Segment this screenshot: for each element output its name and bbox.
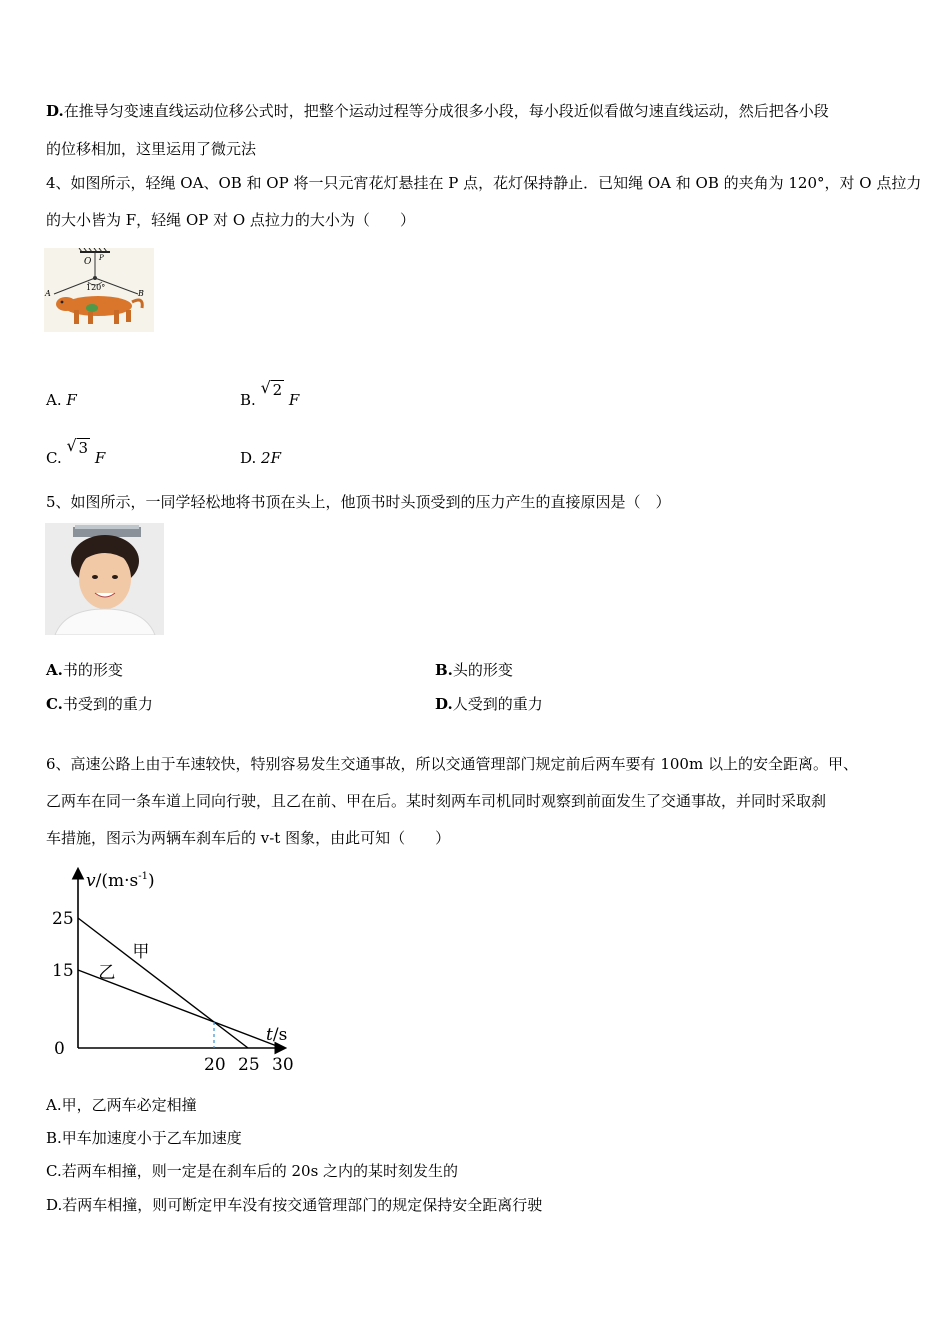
q6-option-c-label: C. xyxy=(46,1162,62,1180)
y-tick-label-0: 25 xyxy=(52,909,74,929)
y-tick-label-1: 15 xyxy=(52,961,74,981)
lantern-figure xyxy=(44,248,154,332)
q6-option-d xyxy=(46,1195,542,1215)
x-tick-label-2: 30 xyxy=(272,1055,294,1075)
q6-stem-line-2: 乙两车在同一条车道上同向行驶，且乙在前、甲在后。某时刻两车司机同时观察到前面发生了交通事故，并同时采取刹 xyxy=(46,792,827,810)
q4-stem-line-2: 的大小皆为 F，轻绳 OP 对 O 点拉力的大小为（ ） xyxy=(46,211,415,229)
q4-option-a-label: A. xyxy=(46,391,62,409)
q5-option-c-label: C. xyxy=(46,695,63,713)
q4-option-b xyxy=(240,378,300,410)
q6-option-b xyxy=(46,1128,242,1148)
fig-label-p: P xyxy=(99,254,104,262)
x-axis-label: t/s xyxy=(266,1025,288,1045)
child-with-book-photo xyxy=(45,523,164,635)
q4-option-d-label: D. xyxy=(240,449,257,467)
sqrt-symbol: √ 3 xyxy=(66,436,89,457)
vt-chart xyxy=(46,864,296,1076)
q4-option-c-value: F xyxy=(94,449,106,467)
fig-label-angle: 120° xyxy=(86,283,106,292)
q4-option-c-root: 3 xyxy=(78,439,89,457)
q4-option-a-value: F xyxy=(66,391,77,409)
q6-option-a-label: A. xyxy=(46,1096,62,1114)
q4-option-a xyxy=(46,390,77,410)
q3-option-d-continued: 的位移相加，这里运用了微元法 xyxy=(46,140,257,158)
x-tick-label-0: 20 xyxy=(204,1055,226,1075)
q5-option-a-label: A. xyxy=(46,661,63,679)
q4-option-c xyxy=(46,436,106,468)
q5-option-c xyxy=(46,694,153,714)
q6-option-b-text: 甲车加速度小于乙车加速度 xyxy=(61,1129,242,1147)
q6-option-c xyxy=(46,1161,458,1181)
q5-option-d xyxy=(435,694,543,714)
fig-label-a: A xyxy=(45,289,51,298)
q6-option-a-text: 甲，乙两车必定相撞 xyxy=(61,1096,197,1114)
q5-option-b xyxy=(435,660,513,680)
q4-option-b-value: F xyxy=(288,391,300,409)
q3-option-d xyxy=(46,101,829,121)
q4-option-d-value: 2F xyxy=(261,449,281,467)
q6-option-c-text: 若两车相撞，则一定是在刹车后的 20s 之内的某时刻发生的 xyxy=(61,1162,459,1180)
q5-option-a-text: 书的形变 xyxy=(62,661,123,679)
q6-option-b-label: B. xyxy=(46,1129,62,1147)
q5-option-c-text: 书受到的重力 xyxy=(62,695,153,713)
q5-stem: 5、如图所示，一同学轻松地将书顶在头上，他顶书时头顶受到的压力产生的直接原因是（ ） xyxy=(46,493,671,511)
x-tick-label-1: 25 xyxy=(238,1055,260,1075)
q4-option-d xyxy=(240,448,281,468)
q6-stem-line-3: 车措施，图示为两辆车刹车后的 v-t 图象，由此可知（ ） xyxy=(46,829,451,847)
q5-option-a xyxy=(46,660,123,680)
sqrt-symbol: √ 2 xyxy=(260,378,283,399)
q4-option-b-label: B. xyxy=(240,391,256,409)
series-label-1: 乙 xyxy=(98,962,116,983)
q6-option-d-text: 若两车相撞，则可断定甲车没有按交通管理部门的规定保持安全距离行驶 xyxy=(62,1196,543,1214)
q5-option-b-text: 头的形变 xyxy=(452,661,513,679)
q4-option-c-label: C. xyxy=(46,449,62,467)
q4-stem-line-1: 4、如图所示，轻绳 OA、OB 和 OP 将一只元宵花灯悬挂在 P 点，花灯保持静止．已知绳 OA 和 OB 的夹角为 120°，对 O 点拉力 xyxy=(46,174,922,192)
fig-label-o: O xyxy=(84,257,92,267)
q3-option-d-label: D. xyxy=(46,102,64,120)
q6-stem-line-1: 6、高速公路上由于车速较快，特别容易发生交通事故，所以交通管理部门规定前后两车要有 100m 以上的安全距离。甲、 xyxy=(46,755,858,773)
origin-label: 0 xyxy=(54,1039,65,1059)
fig-label-b: B xyxy=(138,289,144,298)
q6-option-d-label: D. xyxy=(46,1196,63,1214)
series-label-0: 甲 xyxy=(132,942,150,962)
y-axis-label: $v/(m\cdot s^{-1})$ xyxy=(86,871,155,891)
q3-option-d-text-1: 在推导匀变速直线运动位移公式时，把整个运动过程等分成很多小段，每小段近似看做匀速直线运动，然后把各小段 xyxy=(63,102,829,120)
q6-option-a xyxy=(46,1095,197,1115)
q5-option-d-label: D. xyxy=(435,695,453,713)
series-line-0 xyxy=(78,918,248,1048)
q4-option-b-root: 2 xyxy=(272,381,283,399)
q5-option-b-label: B. xyxy=(435,661,453,679)
q5-option-d-text: 人受到的重力 xyxy=(452,695,543,713)
